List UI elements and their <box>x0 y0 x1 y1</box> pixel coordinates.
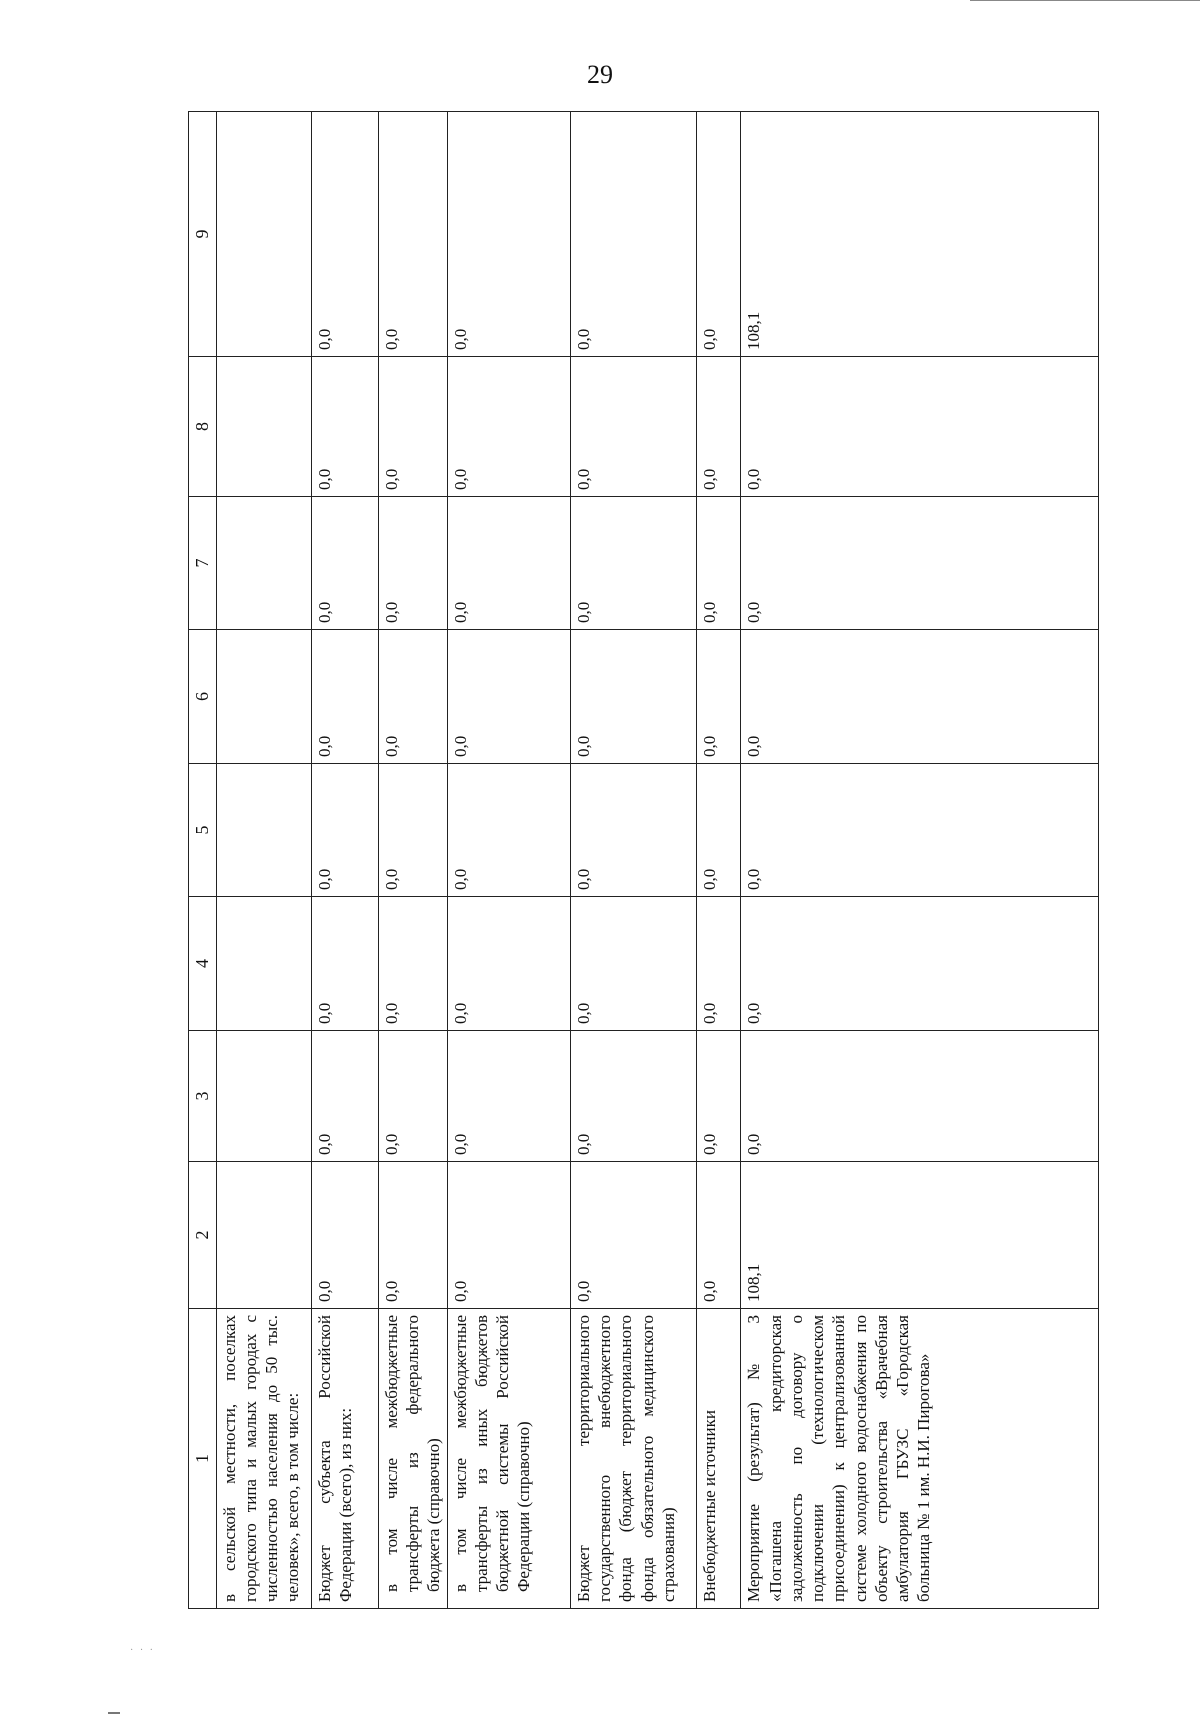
value-cell: 0,0 <box>570 1162 696 1309</box>
value-cell: 0,0 <box>447 1031 570 1162</box>
value-cell: 0,0 <box>741 357 1099 497</box>
value-cell: 0,0 <box>311 497 378 630</box>
table-row <box>311 112 378 1609</box>
value-cell: 0,0 <box>447 764 570 897</box>
value-cell: 0,0 <box>697 112 741 357</box>
table-row <box>570 112 696 1609</box>
value-cell: 0,0 <box>697 897 741 1031</box>
value-cell: 0,0 <box>741 897 1099 1031</box>
row-label: Мероприятие (результат) № 3 «Погашена кредиторская задолженность по договору о подключении (технологическом присоединении) к централизованной системе холодного водоснабжения по объекту строительства «Врачебная амбулатория ГБУЗС «Городская больница № 1 им. Н.И. Пирогова» <box>741 1309 1099 1609</box>
value-cell: 0,0 <box>741 764 1099 897</box>
value-cell: 0,0 <box>697 497 741 630</box>
table-row <box>741 112 1099 1609</box>
value-cell: 0,0 <box>447 112 570 357</box>
value-cell: 0,0 <box>447 630 570 764</box>
rotated-table-wrapper <box>188 112 1099 1609</box>
value-cell <box>216 630 311 764</box>
value-cell: 108,1 <box>741 1162 1099 1309</box>
value-cell: 0,0 <box>697 1162 741 1309</box>
value-cell <box>216 112 311 357</box>
value-cell <box>216 1031 311 1162</box>
column-header: 5 <box>189 764 217 897</box>
value-cell: 0,0 <box>697 630 741 764</box>
table-row <box>378 112 447 1609</box>
value-cell: 0,0 <box>570 630 696 764</box>
value-cell: 0,0 <box>570 1031 696 1162</box>
column-header: 2 <box>189 1162 217 1309</box>
column-header: 7 <box>189 497 217 630</box>
value-cell <box>216 357 311 497</box>
value-cell <box>216 764 311 897</box>
value-cell: 0,0 <box>311 1031 378 1162</box>
column-header: 8 <box>189 357 217 497</box>
scan-edge-mark <box>108 1712 120 1714</box>
value-cell: 0,0 <box>311 357 378 497</box>
column-header: 9 <box>189 112 217 357</box>
value-cell: 0,0 <box>697 1031 741 1162</box>
row-label: в сельской местности, поселках городского типа и малых городах с численностью населения до 50 тыс. человек», всего, в том числе: <box>216 1309 311 1609</box>
value-cell: 0,0 <box>311 630 378 764</box>
value-cell: 0,0 <box>378 497 447 630</box>
value-cell: 0,0 <box>447 1162 570 1309</box>
table-row <box>447 112 570 1609</box>
value-cell: 0,0 <box>697 764 741 897</box>
budget-table <box>188 111 1099 1609</box>
value-cell: 0,0 <box>570 357 696 497</box>
value-cell: 108,1 <box>741 112 1099 357</box>
value-cell: 0,0 <box>378 1031 447 1162</box>
value-cell: 0,0 <box>447 897 570 1031</box>
value-cell: 0,0 <box>378 1162 447 1309</box>
value-cell: 0,0 <box>741 630 1099 764</box>
value-cell: 0,0 <box>447 357 570 497</box>
value-cell: 0,0 <box>378 112 447 357</box>
column-header: 3 <box>189 1031 217 1162</box>
value-cell: 0,0 <box>378 357 447 497</box>
value-cell <box>216 897 311 1031</box>
value-cell <box>216 1162 311 1309</box>
column-header: 4 <box>189 897 217 1031</box>
value-cell: 0,0 <box>570 764 696 897</box>
value-cell: 0,0 <box>570 897 696 1031</box>
column-header: 6 <box>189 630 217 764</box>
row-label: в том числе межбюджетные трансферты из иных бюджетов бюджетной системы Российской Федерации (справочно) <box>447 1309 570 1609</box>
value-cell: 0,0 <box>311 112 378 357</box>
table-body <box>216 112 1099 1609</box>
row-label: Внебюджетные источники <box>697 1309 741 1609</box>
value-cell: 0,0 <box>570 112 696 357</box>
value-cell: 0,0 <box>378 630 447 764</box>
row-label: в том числе межбюджетные трансферты из федерального бюджета (справочно) <box>378 1309 447 1609</box>
value-cell: 0,0 <box>570 497 696 630</box>
scan-artifact: · · · <box>130 1645 155 1656</box>
value-cell: 0,0 <box>311 897 378 1031</box>
row-label: Бюджет территориального государственного внебюджетного фонда (бюджет территориального фонда обязательного медицинского страхования) <box>570 1309 696 1609</box>
value-cell: 0,0 <box>697 357 741 497</box>
value-cell: 0,0 <box>741 497 1099 630</box>
value-cell: 0,0 <box>378 764 447 897</box>
value-cell: 0,0 <box>311 764 378 897</box>
header-row <box>189 112 217 1609</box>
table-row <box>697 112 741 1609</box>
scan-top-line <box>970 0 1200 1</box>
table-row <box>216 112 311 1609</box>
column-header: 1 <box>189 1309 217 1609</box>
page-number: 29 <box>587 60 613 89</box>
value-cell: 0,0 <box>741 1031 1099 1162</box>
row-label: Бюджет субъекта Российской Федерации (всего), из них: <box>311 1309 378 1609</box>
value-cell: 0,0 <box>378 897 447 1031</box>
value-cell: 0,0 <box>311 1162 378 1309</box>
value-cell <box>216 497 311 630</box>
value-cell: 0,0 <box>447 497 570 630</box>
